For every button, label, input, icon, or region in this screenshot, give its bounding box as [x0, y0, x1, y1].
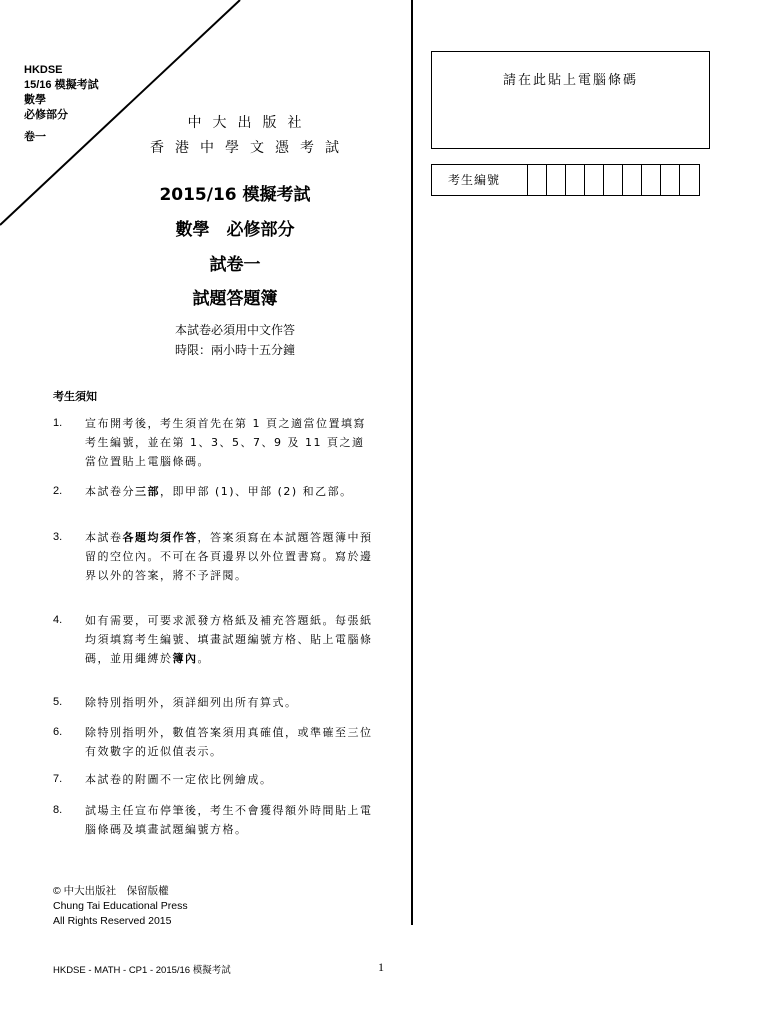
candidate-number-label: 考生編號 — [432, 165, 528, 195]
page-number: 1 — [378, 960, 384, 974]
instruction-item — [53, 770, 373, 789]
instruction-text — [85, 528, 373, 585]
candidate-number-cell[interactable] — [680, 165, 699, 195]
instruction-number: 7. — [53, 773, 63, 785]
time-limit: 時限：兩小時十五分鐘 — [174, 343, 295, 357]
instruction-number: 1. — [53, 417, 63, 429]
barcode-sticker-box — [431, 51, 710, 149]
corner-line-1: HKDSE — [24, 64, 63, 76]
instruction-text — [85, 801, 373, 839]
candidate-number-cell[interactable] — [642, 165, 661, 195]
instruction-text — [85, 693, 373, 712]
instruction-text — [85, 414, 373, 471]
instruction-text-part: 除特別指明外，須詳細列出所有算式。 — [85, 696, 298, 709]
corner-line-5: 卷一 — [24, 131, 46, 143]
instruction-text-part: 試場主任宣布停筆後，考生不會獲得額外時間貼上電腦條碼及填畫試題編號方格。 — [85, 804, 373, 836]
candidate-number-cell[interactable] — [528, 165, 547, 195]
instruction-emphasis: 各題均須作答 — [122, 531, 198, 544]
rights-reserved: All Rights Reserved 2015 — [53, 915, 172, 927]
instruction-number: 2. — [53, 485, 63, 497]
publisher-name: 中大出版社 — [187, 115, 313, 131]
instruction-number: 8. — [53, 804, 63, 816]
footer-code: HKDSE - MATH - CP1 - 2015/16 模擬考試 — [53, 965, 231, 976]
candidate-number-cell[interactable] — [547, 165, 566, 195]
candidate-number-cell[interactable] — [661, 165, 680, 195]
barcode-label: 請在此貼上電腦條碼 — [502, 73, 638, 88]
instructions-heading: 考生須知 — [53, 390, 97, 403]
candidate-number-cell[interactable] — [623, 165, 642, 195]
publisher-english: Chung Tai Educational Press — [53, 900, 188, 912]
exam-title: 2015/16 模擬考試 — [159, 185, 311, 205]
corner-header — [24, 63, 99, 145]
instruction-text — [85, 611, 373, 668]
instruction-text — [85, 482, 373, 501]
instruction-item — [53, 801, 373, 839]
instruction-item — [53, 482, 373, 501]
candidate-number-cells — [528, 165, 699, 195]
instruction-text — [85, 770, 373, 789]
language-note: 本試卷必須用中文作答 — [174, 323, 295, 337]
instruction-item — [53, 723, 373, 761]
instruction-text-part: 。 — [197, 652, 210, 665]
booklet-title: 試題答題簿 — [192, 289, 278, 309]
instruction-number: 5. — [53, 696, 63, 708]
corner-line-4: 必修部分 — [24, 109, 68, 121]
candidate-number-cell[interactable] — [585, 165, 604, 195]
exam-series: 香港中學文憑考試 — [150, 140, 350, 156]
instruction-text-part: 本試卷 — [85, 531, 123, 544]
instruction-text-part: ，答案須寫在本試題答題簿中預留的空位內。不可在各頁邊界以外位置書寫。寫於邊界以外的答案，將不予評閱。 — [85, 531, 373, 582]
instruction-emphasis: 三部 — [135, 485, 160, 498]
subject-title: 數學 必修部分 — [175, 220, 295, 240]
candidate-number-row — [431, 164, 700, 196]
instruction-item — [53, 693, 373, 712]
instruction-item — [53, 528, 373, 585]
instruction-text-part: 如有需要，可要求派發方格紙及補充答題紙。每張紙均須填寫考生編號、填畫試題編號方格、貼上電腦條碼，並用繩縛於 — [85, 614, 373, 665]
copyright-line: © 中大出版社 保留版權 — [53, 885, 169, 897]
paper-title: 試卷一 — [209, 255, 261, 275]
instruction-number: 4. — [53, 614, 63, 626]
instruction-item — [53, 611, 373, 668]
instruction-number: 3. — [53, 531, 63, 543]
instruction-text-part: 本試卷的附圖不一定依比例繪成。 — [85, 773, 273, 786]
candidate-number-cell[interactable] — [566, 165, 585, 195]
instruction-text — [85, 723, 373, 761]
instruction-text-part: ，即甲部 (1)、甲部 (2) 和乙部。 — [160, 485, 353, 498]
page-divider — [411, 0, 413, 925]
instruction-text-part: 本試卷分 — [85, 485, 135, 498]
instruction-item — [53, 414, 373, 471]
instruction-text-part: 除特別指明外，數值答案須用真確值，或準確至三位有效數字的近似值表示。 — [85, 726, 373, 758]
instruction-emphasis: 簿內 — [172, 652, 198, 665]
instruction-text-part: 宣布開考後，考生須首先在第 1 頁之適當位置填寫考生編號，並在第 1、3、5、7、9 及 11 頁之適當位置貼上電腦條碼。 — [85, 417, 366, 468]
instruction-number: 6. — [53, 726, 63, 738]
corner-line-2: 15/16 模擬考試 — [24, 79, 99, 91]
copyright-block — [53, 884, 188, 929]
candidate-number-cell[interactable] — [604, 165, 623, 195]
corner-line-3: 數學 — [24, 94, 46, 106]
